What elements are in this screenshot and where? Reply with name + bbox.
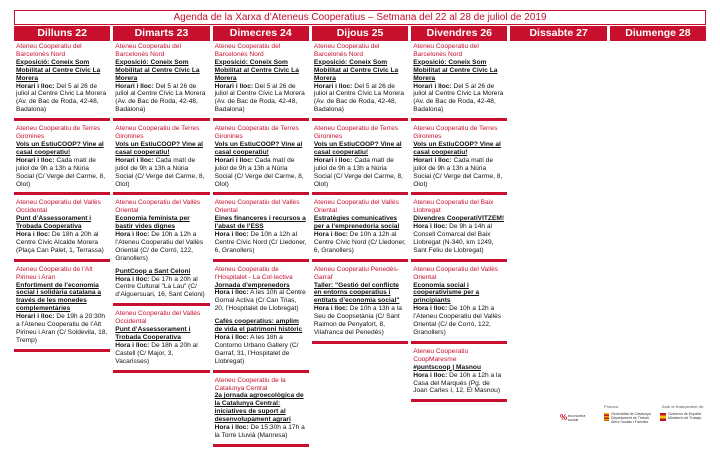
event-details-value: Del 5 al 26 de juliol al Centre Cívic La Morera (Av. de Bac de Roda, 42-48, Badalona) — [16, 82, 107, 114]
event-item — [213, 124, 309, 190]
event-details-value: De 10h a 12h a l’Ateneu Cooperatiu del Vallès Oriental (C/ de Corró, 122, Granollers) — [115, 231, 204, 262]
event-organizer: Ateneu Cooperatiu del Vallès Occidental — [16, 199, 101, 215]
day-column — [312, 26, 408, 450]
spain-flag-icon — [660, 413, 666, 421]
event-details-value: De 10h a 12h al Centre Cívic Nord (C/ Lledoner, 6, Granollers) — [214, 231, 307, 254]
event-separator — [213, 444, 309, 447]
event-details — [413, 223, 505, 255]
event-organizer: Ateneu Cooperatiu de Terres Gironines — [115, 125, 200, 141]
event-title-link[interactable]: Exposició: Coneix Som Mobilitat al Centre Cívic La Morera — [313, 58, 399, 82]
event-organizer: Ateneu Cooperatiu del Baix Llobregat — [413, 199, 494, 215]
event-organizer: Ateneu Cooperatiu del Barcelonès Nord — [16, 43, 82, 58]
event-details — [215, 157, 307, 189]
event-item — [14, 198, 110, 256]
event-details-value: De 15:30h a 17h a la Torre Lluvià (Manresa) — [214, 424, 305, 439]
event-details-value: Del 5 al 26 de juliol al Centre Cívic La Morera (Av. de Bac de Roda, 42-48, Badalona) — [413, 82, 504, 114]
event-details — [115, 83, 207, 115]
event-details — [16, 83, 108, 115]
event-details-label: Hora i lloc: — [16, 231, 51, 239]
event-details-label: Hora i lloc: — [413, 223, 448, 231]
event-title-link[interactable]: Cafès cooperatius: amplim de vida el patrimoni històric — [214, 318, 303, 334]
event-details-label: Horari i lloc: — [313, 156, 353, 164]
gobierno-logo — [660, 412, 716, 428]
day-header: Divendres 26 — [411, 26, 507, 41]
event-details — [215, 83, 307, 115]
event-organizer: Ateneu Cooperatiu de Terres Gironines — [313, 125, 399, 141]
event-item — [312, 124, 408, 190]
event-item — [312, 42, 408, 116]
event-separator — [312, 192, 408, 195]
event-details — [314, 83, 406, 115]
event-item — [113, 309, 209, 367]
day-column — [14, 26, 110, 450]
event-details-value: De 18h a 20h al Castell (C/ Major, 3, Vacarisses) — [115, 341, 198, 365]
event-title-link[interactable]: Divendres CooperatiVITZEM! — [413, 215, 505, 223]
event-title-link[interactable]: Economia social i cooperativisme per a principiants — [413, 281, 480, 305]
event-details — [215, 424, 307, 440]
event-item — [312, 265, 408, 339]
event-details-value: De 10h a 12h a la Casa del Marquès (Pg. de Joan Carles I, 12, El Masnou) — [413, 371, 502, 395]
event-title-link[interactable]: Taller: "Gestió del conflicte en entorns cooperatius i entitats d’economia social" — [313, 281, 400, 305]
event-organizer: Ateneu Cooperatiu de Terres Gironines — [413, 125, 498, 141]
event-details-label: Hora i lloc: — [313, 231, 348, 239]
event-details-value: A les 18h a Contorno Urbano Gallery (C/ Garraf, 31, l’Hospitalet de Llobregat) — [214, 334, 299, 365]
week-grid — [14, 26, 706, 450]
event-details — [413, 83, 505, 115]
event-details-label: Hora i lloc: — [214, 289, 249, 297]
event-item — [14, 265, 110, 347]
day-column — [411, 26, 507, 450]
event-details-label: Hora i lloc: — [115, 341, 150, 349]
economia-social-logo — [560, 412, 586, 428]
event-details-label: Horari i lloc: — [214, 82, 254, 90]
event-details — [115, 342, 207, 366]
event-separator — [312, 341, 408, 344]
event-details-value: Del 5 al 26 de juliol al Centre Cívic La Morera (Av. de Bac de Roda, 42-48, Badalona) — [115, 82, 206, 114]
event-item — [113, 124, 209, 190]
event-details-value: Del 5 al 26 de juliol al Centre Cívic La Morera (Av. de Bac de Roda, 42-48, Badalona) — [313, 82, 405, 114]
event-details-value: Cada matí de juliol de 9h a 13h a Núria Social (C/ Verge del Carme, 8, Olot) — [16, 156, 106, 188]
event-organizer: Ateneu Cooperatiu del Vallès Oriental — [313, 199, 399, 215]
event-title-link[interactable]: PuntCoop a Sant Celoni — [115, 267, 191, 275]
event-title-link[interactable]: Punt d’Assessorament i Trobada Cooperativa — [16, 215, 92, 231]
event-details — [215, 334, 307, 366]
event-details-label: Horari i lloc: — [413, 82, 452, 90]
event-organizer: Ateneu Cooperatiu del Vallès Oriental — [115, 199, 201, 215]
day-header: Dimecres 24 — [213, 26, 309, 41]
event-details-label: Hora i lloc: — [214, 231, 249, 239]
event-separator — [312, 118, 408, 121]
event-separator — [312, 259, 408, 262]
event-details-label: Hora i lloc: — [313, 305, 348, 313]
event-details-value: De 19h a 20:30h a l’Ateneu Cooperatiu de l’Alt Pirineu i Aran (C/ Soldevila, 18, Tremp) — [16, 313, 108, 344]
event-details — [413, 372, 505, 396]
day-header: Dilluns 22 — [14, 26, 110, 41]
logo-ec-text: economia social — [568, 413, 586, 423]
event-item — [411, 198, 507, 256]
event-separator — [113, 303, 209, 306]
event-item — [213, 376, 309, 442]
event-item — [411, 42, 507, 116]
event-details-value: De 10h a 12h al Centre Cívic Nord (C/ Lledoner, 6, Granollers) — [313, 231, 406, 254]
amb-label: Amb el finançament de: — [662, 404, 705, 409]
day-column — [213, 26, 309, 450]
event-organizer: Ateneu Cooperatiu del Barcelonès Nord — [413, 43, 479, 58]
event-details-value: Del 5 al 26 de juliol al Centre Cívic La Morera (Av. de Bac de Roda, 42-48, Badalona) — [214, 82, 305, 114]
event-title-link[interactable]: Vols un EstiuCOOP? Vine al casal cooperatiu! — [16, 140, 104, 156]
event-title-link[interactable]: Vols un EstiuCOOP? Vine al casal cooperatiu! — [115, 140, 203, 156]
event-details-label: Horari i lloc: — [413, 156, 452, 164]
event-item — [14, 42, 110, 116]
event-item — [213, 42, 309, 116]
event-details-value: A les 10h al Centre Gornal Activa (C/ Can Trias, 20, l’Hospitalet de Llobregat) — [214, 289, 306, 313]
senyera-icon — [604, 413, 609, 421]
event-separator — [213, 259, 309, 262]
event-item — [411, 124, 507, 190]
event-title-link[interactable]: Economia feminista per bastir vides dignes — [115, 215, 190, 231]
event-separator — [14, 349, 110, 352]
day-column — [113, 26, 209, 450]
event-item — [213, 265, 309, 368]
event-item — [411, 347, 507, 397]
event-details-label: Horari i lloc: — [115, 156, 154, 164]
event-title-link[interactable]: Enfortiment de l’economia social i solidària catalana a través de les monedes complementàries — [16, 281, 102, 313]
event-details — [16, 231, 108, 255]
logo-gob-text: Gobierno de España Ministerio de Trabajo — [668, 412, 702, 420]
event-title-link[interactable]: Exposició: Coneix Som Mobilitat al Centre Cívic La Morera — [115, 58, 200, 82]
event-separator — [14, 259, 110, 262]
event-separator — [113, 370, 209, 373]
page-title: Agenda de la Xarxa d’Ateneus Cooperatius – Setmana del 22 al 28 de juliol de 2019 — [14, 10, 706, 25]
event-details-label: Hora i lloc: — [115, 275, 150, 283]
event-title-link[interactable]: #puntscoop | Masnou — [413, 363, 481, 371]
event-details — [314, 157, 406, 189]
event-details-label: Horari i lloc: — [214, 156, 254, 164]
event-organizer: Ateneu Cooperatiu CoopMaresme — [413, 347, 469, 363]
event-separator — [411, 118, 507, 121]
event-separator — [14, 192, 110, 195]
generalitat-logo — [604, 412, 654, 428]
event-item — [312, 198, 408, 256]
event-details-label: Hora i lloc: — [214, 334, 249, 341]
event-organizer: Ateneu Cooperatiu Penedès-Garraf — [313, 265, 399, 281]
event-title-link[interactable]: Vols un EstiuCOOP? Vine al casal cooperatiu! — [313, 140, 402, 156]
event-organizer: Ateneu Cooperatiu de l’Hospitalet - La Col·lectiva — [214, 265, 293, 281]
event-title-link[interactable]: Exposició: Coneix Som Mobilitat al Centre Cívic La Morera — [214, 58, 299, 82]
event-details-value: Cada matí de juliol de 9h a 13h a Núria Social (C/ Verge del Carme, 8, Olot) — [413, 156, 503, 188]
event-title-link[interactable]: Exposició: Coneix Som Mobilitat al Centre Cívic La Morera — [413, 58, 498, 82]
event-details — [115, 231, 207, 263]
event-organizer: Ateneu Cooperatiu del Vallès Occidental — [115, 310, 201, 326]
event-details-label: Horari i lloc: — [313, 82, 353, 90]
event-details-label: Horari i lloc: — [16, 156, 55, 164]
event-organizer: Ateneu Cooperatiu de Terres Gironines — [16, 125, 101, 141]
event-details-value: De 9h a 14h al Consell Comarcal del Baix Llobregat (N-340, km 1249, Sant Feliu de Llobregat) — [413, 223, 494, 254]
event-title-link[interactable]: Punt d’Assessorament i Trobada Cooperativa — [115, 326, 191, 341]
day-header: Diumenge 28 — [610, 26, 706, 41]
event-item — [411, 265, 507, 339]
promou-label: Promou: — [604, 404, 620, 409]
event-details-label: Hora i lloc: — [214, 424, 249, 432]
day-column — [610, 26, 706, 450]
event-separator — [14, 118, 110, 121]
event-details — [16, 313, 108, 345]
event-title-link[interactable]: Eines financeres i recursos a l’abast de l’ESS — [214, 215, 306, 231]
event-title-link[interactable]: Estratègies comunicatives per a l’emprenedoria social — [313, 215, 400, 231]
day-header: Dijous 25 — [312, 26, 408, 41]
event-separator — [411, 341, 507, 344]
event-details — [314, 305, 406, 337]
event-details — [413, 157, 505, 189]
day-header: Dimarts 23 — [113, 26, 209, 41]
event-details-label: Hora i lloc: — [413, 305, 448, 313]
event-organizer: Ateneu Cooperatiu de l’Alt Pirineu i Aran — [16, 265, 93, 281]
event-organizer: Ateneu Cooperatiu del Barcelonès Nord — [115, 43, 181, 58]
event-organizer: Ateneu Cooperatiu del Barcelonès Nord — [313, 43, 380, 58]
event-organizer: Ateneu Cooperatiu del Vallès Oriental — [214, 199, 300, 215]
event-details — [115, 276, 207, 300]
event-separator — [411, 259, 507, 262]
event-details — [16, 157, 108, 189]
event-details-value: Cada matí de juliol de 9h a 13h a Núria Social (C/ Verge del Carme, 8, Olot) — [313, 156, 403, 188]
event-organizer: Ateneu Cooperatiu del Barcelonès Nord — [214, 43, 281, 58]
event-item — [14, 124, 110, 190]
logo-gen-text: Generalitat de Catalunya Departament de Treball, Afers Socials i Famílies — [611, 412, 651, 424]
event-organizer: Ateneu Cooperatiu de la Catalunya Central — [214, 376, 286, 392]
event-title-link[interactable]: Jornada d’emprenedors — [214, 281, 290, 289]
day-header: Dissabte 27 — [510, 26, 606, 41]
event-details — [413, 305, 505, 337]
event-details-label: Horari i lloc: — [115, 82, 154, 90]
event-separator — [213, 370, 309, 373]
event-separator — [213, 118, 309, 121]
event-details-label: Hora i lloc: — [413, 371, 448, 379]
event-details-value: Cada matí de juliol de 9h a 13h a Núria Social (C/ Verge del Carme, 8, Olot) — [115, 156, 205, 188]
event-details — [115, 157, 207, 189]
event-details-label: Horari i lloc: — [16, 313, 55, 321]
event-separator — [113, 118, 209, 121]
percent-icon: % — [560, 413, 568, 422]
day-column — [510, 26, 606, 450]
event-details-value: De 10h a 12h a l’Ateneu Cooperatiu del Vallès Oriental (C/ de Corró, 122, Granollers) — [413, 305, 502, 336]
event-item — [113, 42, 209, 116]
event-details-value: De 17h a 20h al Centre Cultural "La Lau" (C/ d’Alguersuari, 16, Sant Celoni) — [115, 275, 205, 299]
event-title-link[interactable]: 2a jornada agroecològica de la Catalunya Central: iniciatives de suport al desenvolupament agrari — [214, 392, 304, 424]
event-organizer: Ateneu Cooperatiu del Vallès Oriental — [413, 265, 499, 281]
event-details-value: Cada matí de juliol de 9h a 13h a Núria Social (C/ Verge del Carme, 8, Olot) — [214, 156, 304, 188]
event-details-label: Horari i lloc: — [16, 82, 55, 90]
event-item — [113, 198, 209, 301]
event-organizer: Ateneu Cooperatiu de Terres Gironines — [214, 125, 299, 141]
event-item — [213, 198, 309, 256]
event-separator — [213, 192, 309, 195]
event-separator — [411, 192, 507, 195]
event-details-value: De 10h a 13h a la Seu de Coopsetània (C/ Sant Raimon de Penyafort, 8, Vilafranca del Penedès) — [313, 305, 402, 336]
event-details-value: De 18h a 20h al Centre Cívic Alcalde Morera (Plaça Can Palet, 1, Terrassa) — [16, 231, 104, 254]
event-title-link[interactable]: Vols un EstiuCOOP? Vine al casal cooperatiu! — [214, 140, 303, 156]
event-details — [215, 231, 307, 255]
event-separator — [113, 192, 209, 195]
event-title-link[interactable]: Exposició: Coneix Som Mobilitat al Centre Cívic La Morera — [16, 58, 101, 82]
event-details-label: Hora i lloc: — [115, 231, 150, 239]
event-details — [314, 231, 406, 255]
event-details — [215, 289, 307, 313]
event-separator — [411, 399, 507, 402]
footer — [560, 404, 720, 458]
event-title-link[interactable]: Vols un EstiuCOOP? Vine al casal cooperatiu! — [413, 140, 501, 156]
